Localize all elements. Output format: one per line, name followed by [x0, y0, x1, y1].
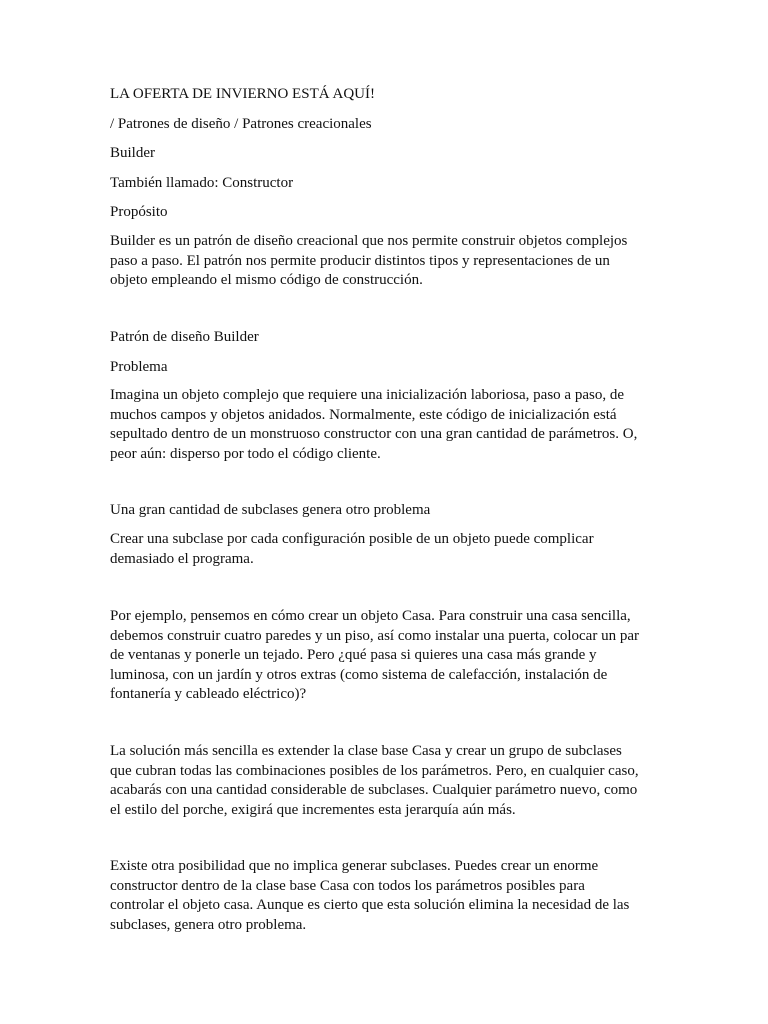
paragraph-line: constructor dentro de la clase base Casa con todos los parámetros posibles para: [110, 877, 585, 894]
alias-line: También llamado: Constructor: [110, 175, 294, 191]
paragraph-line: paso a paso. El patrón nos permite producir distintos tipos y representaciones de un: [110, 252, 610, 269]
paragraph-line: demasiado el programa.: [110, 550, 254, 567]
paragraph-line: objeto empleando el mismo código de construcción.: [110, 272, 423, 288]
paragraph-line: fontanería y cableado eléctrico)?: [110, 686, 307, 702]
heading-problem: Problema: [110, 359, 168, 375]
paragraph-line: Imagina un objeto complejo que requiere una inicialización laboriosa, paso a paso, de: [110, 387, 624, 403]
heading-purpose: Propósito: [110, 204, 168, 220]
example-paragraph: [110, 607, 639, 705]
paragraph-line: Builder es un patrón de diseño creacional que nos permite construir objetos complejos: [110, 233, 628, 249]
page-title: Builder: [110, 145, 155, 161]
paragraph-line: muchos campos y objetos anidados. Normalmente, este código de inicialización está: [110, 406, 617, 423]
promo-banner: LA OFERTA DE INVIERNO ESTÁ AQUÍ!: [110, 86, 375, 102]
breadcrumb: / Patrones de diseño / Patrones creacionales: [110, 116, 372, 132]
paragraph-line: controlar el objeto casa. Aunque es cierto que esta solución elimina la necesidad de las: [110, 897, 630, 913]
paragraph-line: acabarás con una cantidad considerable de subclases. Cualquier parámetro nuevo, como: [110, 782, 638, 798]
solution-paragraph: [110, 742, 639, 820]
paragraph-line: Por ejemplo, pensemos en cómo crear un objeto Casa. Para construir una casa sencilla,: [110, 608, 631, 624]
purpose-paragraph: [110, 232, 627, 291]
paragraph-line: Existe otra posibilidad que no implica generar subclases. Puedes crear un enorme: [110, 858, 599, 874]
problem-paragraph: [110, 386, 637, 464]
paragraph-line: sepultado dentro de un monstruoso constructor con una gran cantidad de parámetros. O,: [110, 426, 638, 442]
paragraph-line: Crear una subclase por cada configuración posible de un objeto puede complicar: [110, 531, 594, 547]
paragraph-line: el estilo del porche, exigirá que incrementes esta jerarquía aún más.: [110, 801, 516, 818]
alternative-paragraph: [110, 857, 629, 935]
subclass-paragraph: [110, 530, 594, 569]
paragraph-line: peor aún: disperso por todo el código cliente.: [110, 445, 381, 462]
paragraph-line: luminosa, con un jardín y otros extras (como sistema de calefacción, instalación de: [110, 666, 608, 683]
figure-caption: Patrón de diseño Builder: [110, 329, 259, 345]
paragraph-line: debemos construir cuatro paredes y un piso, así como instalar una puerta, colocar un par: [110, 627, 639, 644]
paragraph-line: que cubran todas las combinaciones posibles de los parámetros. Pero, en cualquier caso,: [110, 762, 639, 779]
paragraph-line: La solución más sencilla es extender la clase base Casa y crear un grupo de subclases: [110, 743, 622, 759]
paragraph-line: de ventanas y ponerle un tejado. Pero ¿qué pasa si quieres una casa más grande y: [110, 647, 597, 663]
paragraph-line: subclases, genera otro problema.: [110, 916, 307, 933]
subclass-caption: Una gran cantidad de subclases genera otro problema: [110, 502, 431, 518]
